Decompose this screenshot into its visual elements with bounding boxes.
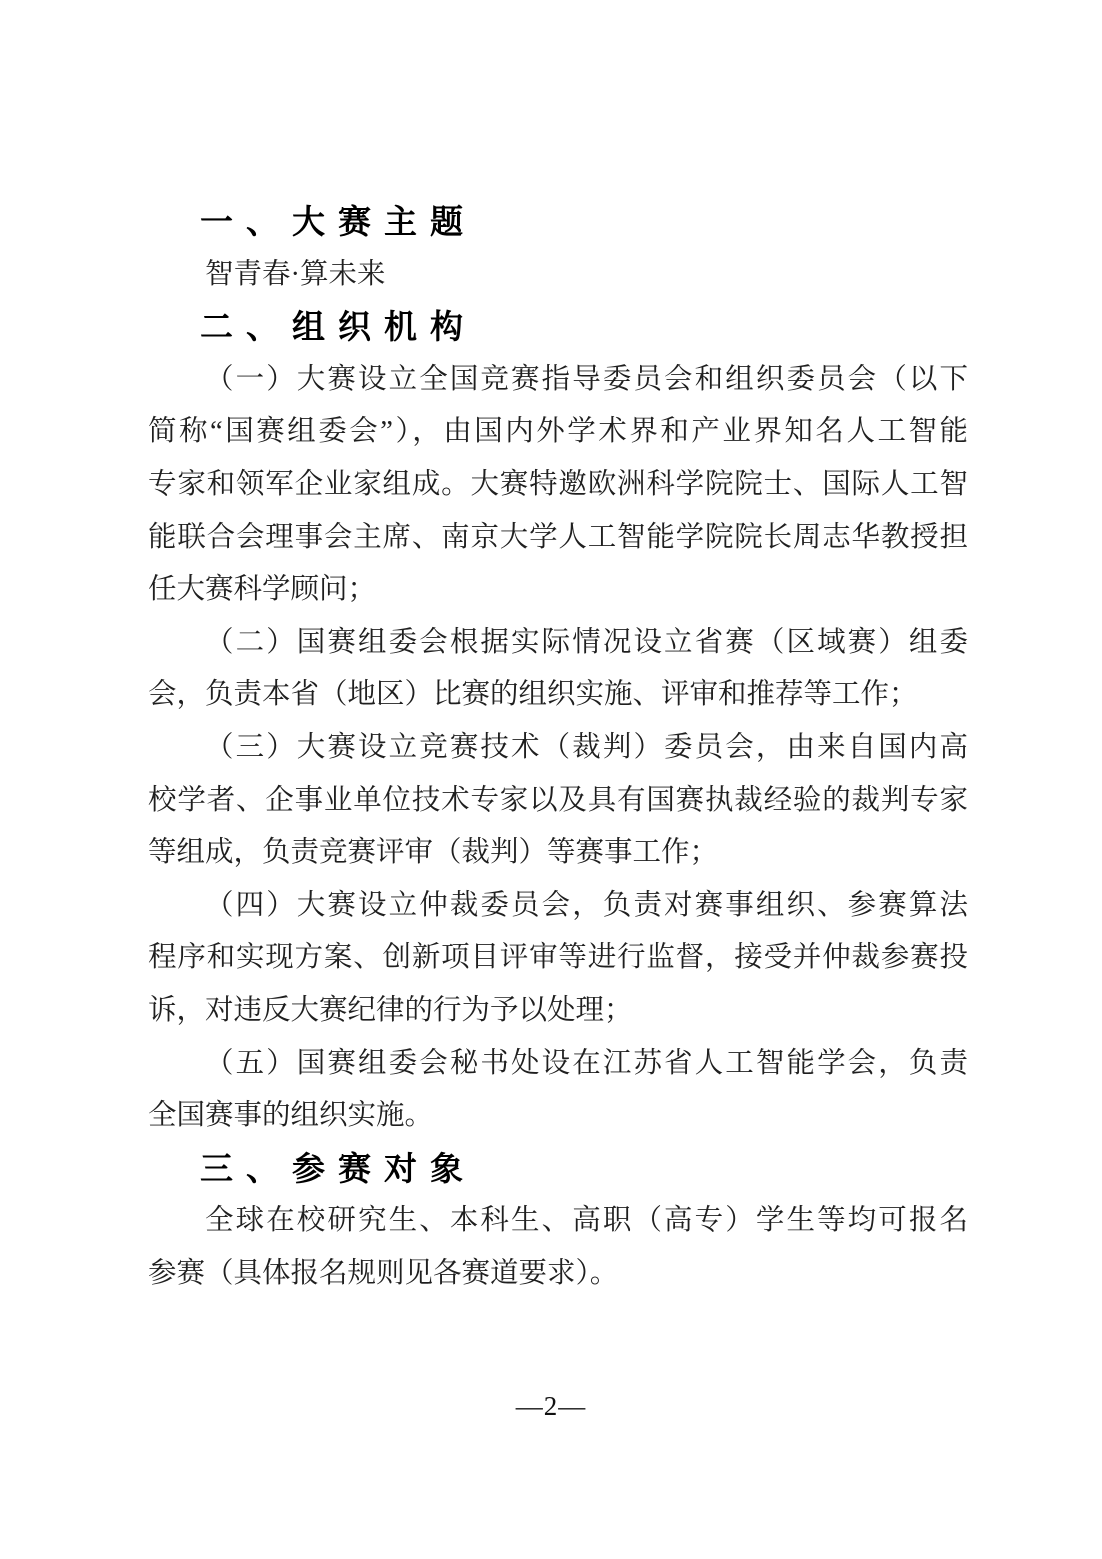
body-line: 诉，对违反大赛纪律的行为予以处理；	[148, 994, 633, 1026]
body-line: 等组成，负责竞赛评审（裁判）等赛事工作；	[148, 837, 719, 869]
body-line: 专家和领军企业家组成。大赛特邀欧洲科学院院士、国际人工智	[148, 468, 968, 500]
body-line: 任大赛科学顾问；	[148, 574, 377, 606]
body-line: 程序和实现方案、创新项目评审等进行监督，接受并仲裁参赛投	[148, 942, 968, 974]
body-line: 校学者、企事业单位技术专家以及具有国赛执裁经验的裁判专家	[148, 784, 968, 816]
heading-competition-theme: 一、大赛主题	[200, 203, 476, 240]
body-line: 简称“国赛组委会”），由国内外学术界和产业界知名人工智能	[148, 416, 968, 448]
body-line: 能联合会理事会主席、南京大学人工智能学院院长周志华教授担	[148, 521, 968, 553]
heading-organization: 二、组织机构	[200, 308, 476, 346]
page-number: —2—	[515, 1391, 587, 1421]
heading-participants: 三、参赛对象	[200, 1149, 476, 1187]
body-line: （三）大赛设立竞赛技术（裁判）委员会，由来自国内高	[205, 731, 968, 763]
body-line: （二）国赛组委会根据实际情况设立省赛（区域赛）组委	[205, 626, 968, 658]
body-line: （一）大赛设立全国竞赛指导委员会和组织委员会（以下	[205, 363, 968, 395]
body-line: 参赛（具体报名规则见各赛道要求）。	[148, 1257, 619, 1289]
document-body	[148, 196, 968, 1300]
body-line: （五）国赛组委会秘书处设在江苏省人工智能学会，负责	[205, 1047, 968, 1079]
body-line-theme: 智青春·算未来	[205, 258, 386, 290]
body-line: （四）大赛设立仲裁委员会，负责对赛事组织、参赛算法	[205, 889, 968, 921]
body-line: 会，负责本省（地区）比赛的组织实施、评审和推荐等工作；	[148, 679, 918, 711]
body-line: 全国赛事的组织实施。	[148, 1100, 434, 1132]
body-line: 全球在校研究生、本科生、高职（高专）学生等均可报名	[205, 1205, 968, 1237]
